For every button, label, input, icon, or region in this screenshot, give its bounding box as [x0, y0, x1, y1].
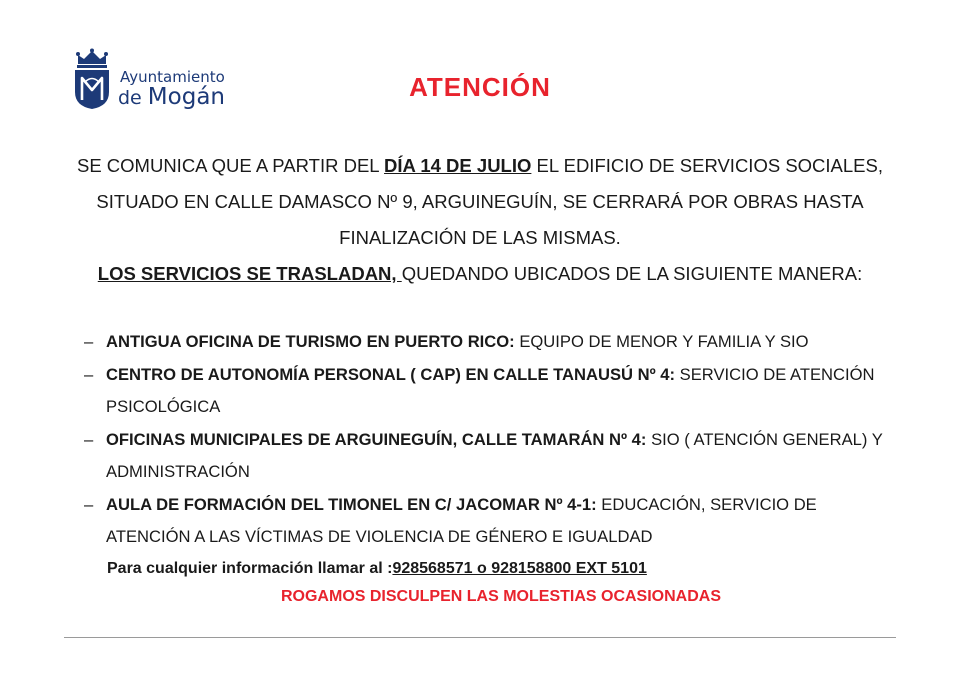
notice-title: ATENCIÓN: [409, 72, 551, 102]
intro-move-rest: QUEDANDO UBICADOS DE LA SIGUIENTE MANERA:: [401, 263, 863, 284]
contact-label: Para cualquier información llamar al :: [107, 560, 393, 577]
list-dash: –: [84, 429, 94, 449]
list-item: [84, 326, 904, 359]
location-services: EQUIPO DE MENOR Y FAMILIA Y SIO: [514, 332, 809, 351]
intro-text-2: EL EDIFICIO DE SERVICIOS SOCIALES, SITUADO EN CALLE DAMASCO Nº 9, ARGUINEGUÍN, SE CERRARÁ POR OBRAS HASTA FINALIZACIÓN DE LAS MISMAS.: [96, 155, 883, 248]
logo-town-name: Mogán: [147, 84, 225, 110]
location-services: SERVICIO DE ATENCIÓN PSICOLÓGICA: [106, 364, 875, 416]
logo-prefix: de: [118, 87, 148, 109]
intro-text-1: SE COMUNICA QUE A PARTIR DEL: [76, 155, 385, 176]
location-name: OFICINAS MUNICIPALES DE ARGUINEGUÍN, CALLE TAMARÁN Nº 4:: [106, 429, 647, 449]
location-name: CENTRO DE AUTONOMÍA PERSONAL ( CAP) EN CALLE TANAUSÚ Nº 4:: [106, 364, 676, 384]
list-dash: –: [84, 332, 94, 351]
apology-message: ROGAMOS DISCULPEN LAS MOLESTIAS OCASIONADAS: [280, 588, 722, 605]
footer-divider: [64, 637, 896, 638]
location-name: AULA DE FORMACIÓN DEL TIMONEL EN C/ JACOMAR Nº 4-1:: [106, 494, 597, 514]
logo-line-ayuntamiento: Ayuntamiento: [120, 68, 225, 86]
location-name: ANTIGUA OFICINA DE TURISMO EN PUERTO RICO:: [106, 332, 515, 351]
list-item: [84, 424, 904, 489]
list-item: [84, 359, 904, 424]
intro-date: DÍA 14 DE JULIO: [384, 155, 532, 176]
location-services: EDUCACIÓN, SERVICIO DE ATENCIÓN A LAS VÍCTIMAS DE VIOLENCIA DE GÉNERO E IGUALDAD: [106, 494, 817, 546]
notice-intro: [60, 148, 900, 292]
list-dash: –: [84, 494, 94, 514]
locations-list: [84, 326, 904, 554]
contact-line: [107, 554, 647, 584]
list-dash: –: [84, 364, 94, 384]
intro-move-bold: LOS SERVICIOS SE TRASLADAN,: [97, 263, 402, 284]
location-services: SIO ( ATENCIÓN GENERAL) Y ADMINISTRACIÓN: [106, 429, 883, 481]
contact-phones: 928568571 o 928158800 EXT 5101: [392, 560, 647, 577]
list-item: [84, 489, 904, 554]
